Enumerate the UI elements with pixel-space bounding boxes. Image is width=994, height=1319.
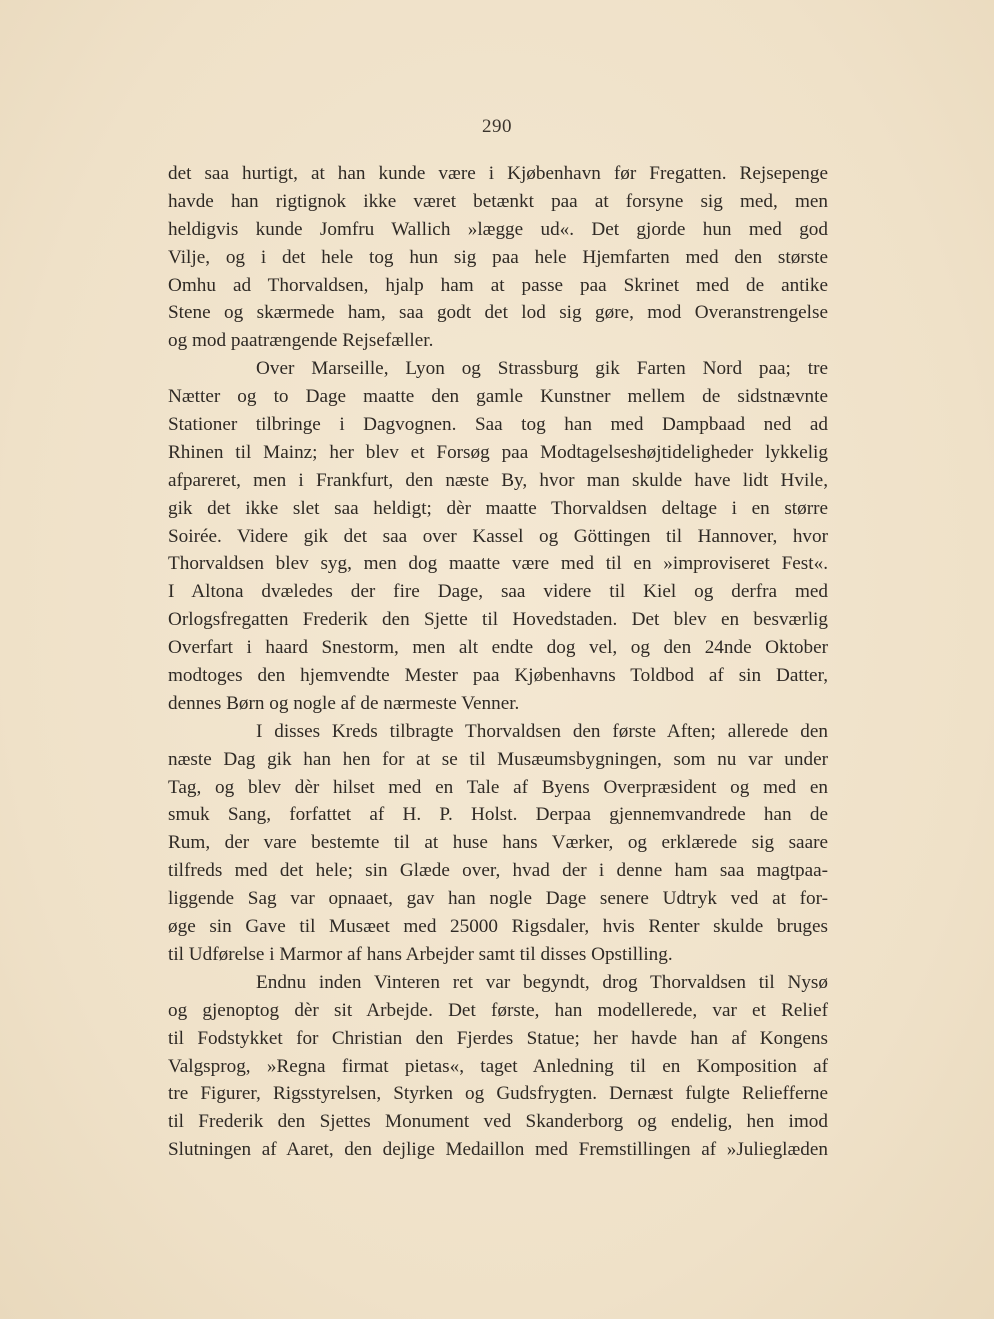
text-line: til Fodstykket for Christian den Fjerdes Statue; her havde han af Kongens [168,1027,828,1049]
text-line: Rhinen til Mainz; her blev et Forsøg paa Modtagelseshøjtideligheder lykkelig [168,441,828,463]
text-line: Stene og skærmede ham, saa godt det lod sig gøre, mod Overanstrengelse [168,302,828,324]
text-line: Valgsprog, »Regna firmat pietas«, taget Anledning til en Komposition af [168,1055,828,1077]
text-line: Over Marseille, Lyon og Strassburg gik Farten Nord paa; tre [256,358,828,380]
text-line: modtoges den hjemvendte Mester paa Kjøbenhavns Toldbod af sin Datter, [168,665,828,687]
text-line: I Altona dvæledes der fire Dage, saa videre til Kiel og derfra med [168,581,828,603]
text-line: smuk Sang, forfattet af H. P. Holst. Derpaa gjennemvandrede han de [168,804,828,826]
body-text [168,160,828,1164]
text-line: Slutningen af Aaret, den dejlige Medaillon med Fremstillingen af »Julieglæden [168,1139,828,1161]
text-line: afpareret, men i Frankfurt, den næste By, hvor man skulde have lidt Hvile, [168,469,828,491]
text-line: Omhu ad Thorvaldsen, hjalp ham at passe paa Skrinet med de antike [168,274,828,296]
text-line: det saa hurtigt, at han kunde være i Kjøbenhavn før Fregatten. Rejsepenge [168,163,828,184]
text-line: gik det ikke slet saa heldigt; dèr maatte Thorvaldsen deltage i en større [168,497,828,519]
text-line: Overfart i haard Snestorm, men alt endte dog vel, og den 24nde Oktober [168,637,828,659]
text-line: Tag, og blev dèr hilset med en Tale af Byens Overpræsident og med en [168,776,828,798]
text-line: dennes Børn og nogle af de nærmeste Venner. [168,692,520,714]
text-line: Stationer tilbringe i Dagvognen. Saa tog han med Dampbaad ned ad [168,414,828,436]
text-line: Vilje, og i det hele tog hun sig paa hele Hjemfarten med den største [168,246,828,268]
text-line: Endnu inden Vinteren ret var begyndt, drog Thorvaldsen til Nysø [256,971,828,993]
page-number: 290 [482,116,512,137]
text-line: til Udførelse i Marmor af hans Arbejder samt til disses Opstilling. [168,943,673,965]
text-line: næste Dag gik han hen for at se til Musæumsbygningen, som nu var under [168,748,828,770]
text-line: I disses Kreds tilbragte Thorvaldsen den første Aften; allerede den [256,720,828,742]
text-line: havde han rigtignok ikke været betænkt paa at forsyne sig med, men [168,190,828,212]
text-line: tilfreds med det hele; sin Glæde over, hvad der i denne ham saa magtpaa- [168,860,828,882]
text-line: liggende Sag var opnaaet, gav han nogle Dage senere Udtryk ved at for- [168,888,828,910]
text-line: og mod paatrængende Rejsefæller. [168,330,434,352]
text-line: Thorvaldsen blev syg, men dog maatte være med til en »improviseret Fest«. [168,553,828,575]
text-line: til Frederik den Sjettes Monument ved Skanderborg og endelig, hen imod [168,1111,828,1133]
text-line: heldigvis kunde Jomfru Wallich »lægge ud«. Det gjorde hun med god [168,218,828,240]
text-line: Soirée. Videre gik det saa over Kassel og Göttingen til Hannover, hvor [168,525,828,547]
text-line: Rum, der vare bestemte til at huse hans Værker, og erklærede sig saare [168,832,828,854]
text-line: øge sin Gave til Musæet med 25000 Rigsdaler, hvis Renter skulde bruges [168,916,828,938]
text-line: og gjenoptog dèr sit Arbejde. Det første, han modellerede, var et Relief [168,999,828,1021]
text-line: Nætter og to Dage maatte den gamle Kunstner mellem de sidstnævnte [168,386,828,408]
text-line: tre Figurer, Rigsstyrelsen, Styrken og Gudsfrygten. Dernæst fulgte Reliefferne [168,1083,828,1105]
text-line: Orlogsfregatten Frederik den Sjette til Hovedstaden. Det blev en besværlig [168,609,828,631]
